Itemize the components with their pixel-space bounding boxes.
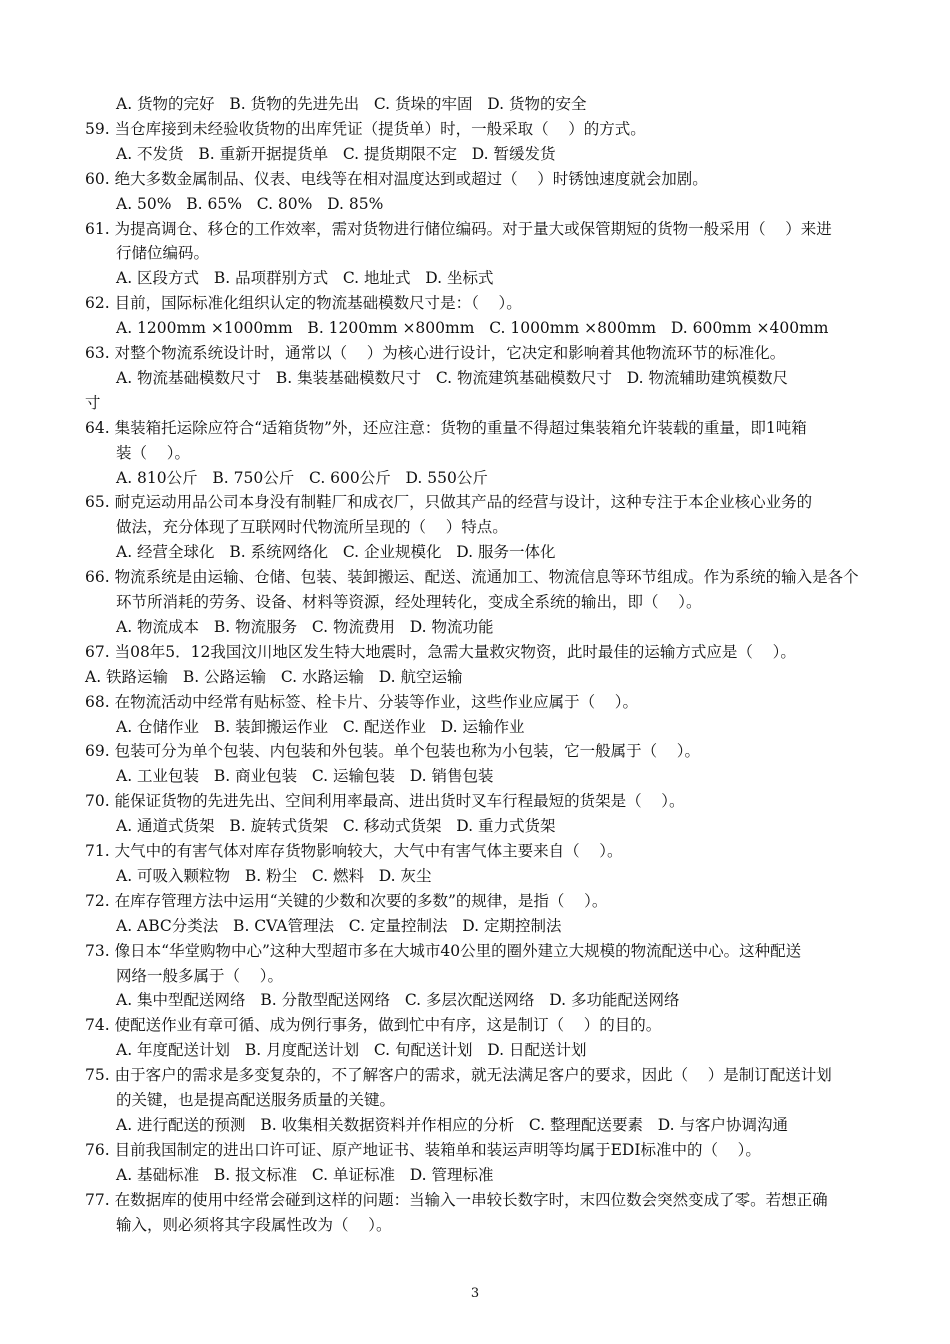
question-line: 69. 包装可分为单个包装、内包装和外包装。单个包装也称为小包装，它一般属于（ ）。 <box>85 742 701 761</box>
question-line: 73. 像日本“华堂购物中心”这种大型超市多在大城市40公里的圈外建立大规模的物流配送中心。这种配送 <box>85 941 802 960</box>
options-line: A. 集中型配送网络 B. 分散型配送网络 C. 多层次配送网络 D. 多功能配送网络 <box>116 991 680 1010</box>
continuation-line: 行储位编码。 <box>116 244 210 263</box>
options-line: A. 年度配送计划 B. 月度配送计划 C. 旬配送计划 D. 日配送计划 <box>116 1041 587 1060</box>
question-line: 65. 耐克运动用品公司本身没有制鞋厂和成衣厂，只做其产品的经营与设计，这种专注于本企业核心业务的 <box>85 493 813 512</box>
options-line: A. 不发货 B. 重新开据提货单 C. 提货期限不定 D. 暂缓发货 <box>116 144 556 163</box>
question-line: 72. 在库存管理方法中运用“关键的少数和次要的多数”的规律，是指（ ）。 <box>85 891 608 910</box>
continuation-line: 做法，充分体现了互联网时代物流所呈现的（ ）特点。 <box>116 518 508 537</box>
question-line: 67. 当08年5．12我国汶川地区发生特大地震时，急需大量救灾物资，此时最佳的运输方式应是（ ）。 <box>85 642 796 661</box>
question-line: 76. 目前我国制定的进出口许可证、原产地证书、装箱单和装运声明等均属于EDI标准中的（ ）。 <box>85 1140 761 1159</box>
options-line: A. 区段方式 B. 品项群别方式 C. 地址式 D. 坐标式 <box>116 269 494 288</box>
options-line: A. ABC分类法 B. CVA管理法 C. 定量控制法 D. 定期控制法 <box>116 916 562 935</box>
question-line: 59. 当仓库接到未经验收货物的出库凭证（提货单）时，一般采取（ ）的方式。 <box>85 119 646 138</box>
wrapped-line: 寸 <box>85 393 101 412</box>
options-line: A. 进行配送的预测 B. 收集相关数据资料并作相应的分析 C. 整理配送要素 D. 与客户协调沟通 <box>116 1115 789 1134</box>
options-line: A. 物流成本 B. 物流服务 C. 物流费用 D. 物流功能 <box>116 617 494 636</box>
wrapped-line: A. 铁路运输 B. 公路运输 C. 水路运输 D. 航空运输 <box>85 667 463 686</box>
continuation-line: 的关键，也是提高配送服务质量的关键。 <box>116 1091 396 1109</box>
options-line: A. 1200mm ×1000mm B. 1200mm ×800mm C. 1000mm ×800mm D. 600mm ×400mm <box>116 319 829 338</box>
options-line: A. 工业包装 B. 商业包装 C. 运输包装 D. 销售包装 <box>116 767 494 786</box>
options-line: A. 50% B. 65% C. 80% D. 85% <box>116 194 384 213</box>
continuation-line: 网络一般多属于（ ）。 <box>116 966 283 985</box>
question-line: 74. 使配送作业有章可循、成为例行事务，做到忙中有序，这是制订（ ）的目的。 <box>85 1016 662 1035</box>
question-line: 60. 绝大多数金属制品、仪表、电线等在相对温度达到或超过（ ）时锈蚀速度就会加剧。 <box>85 169 708 188</box>
question-line: 75. 由于客户的需求是多变复杂的，不了解客户的需求，就无法满足客户的要求，因此（ ）是制订配送计划 <box>85 1066 832 1085</box>
options-line: A. 仓储作业 B. 装卸搬运作业 C. 配送作业 D. 运输作业 <box>116 717 525 736</box>
page-number: 3 <box>470 1286 480 1301</box>
options-line: A. 物流基础模数尺寸 B. 集装基础模数尺寸 C. 物流建筑基础模数尺寸 D. 物流辅助建筑模数尺 <box>116 368 789 387</box>
question-line: 62. 目前，国际标准化组织认定的物流基础模数尺寸是：（ ）。 <box>85 294 522 313</box>
question-line: 70. 能保证货物的先进先出、空间利用率最高、进出货时叉车行程最短的货架是（ ）。 <box>85 792 685 811</box>
options-line: A. 经营全球化 B. 系统网络化 C. 企业规模化 D. 服务一体化 <box>116 543 556 562</box>
continuation-line: 输入，则必须将其字段属性改为（ ）。 <box>116 1215 392 1234</box>
question-line: 71. 大气中的有害气体对库存货物影响较大，大气中有害气体主要来自（ ）。 <box>85 842 623 860</box>
question-line: 63. 对整个物流系统设计时，通常以（ ）为核心进行设计，它决定和影响着其他物流环节的标准化。 <box>85 344 786 362</box>
continuation-line: 装（ ）。 <box>116 443 190 462</box>
options-line: A. 可吸入颗粒物 B. 粉尘 C. 燃料 D. 灰尘 <box>116 866 432 885</box>
options-line: A. 货物的完好 B. 货物的先进先出 C. 货垛的牢固 D. 货物的安全 <box>116 95 587 113</box>
question-line: 61. 为提高调仓、移仓的工作效率，需对货物进行储位编码。对于量大或保管期短的货物一般采用（ ）来进 <box>85 219 832 238</box>
continuation-line: 环节所消耗的劳务、设备、材料等资源，经处理转化，变成全系统的输出，即（ ）。 <box>116 593 702 611</box>
question-line: 64. 集装箱托运除应符合“适箱货物”外，还应注意：货物的重量不得超过集装箱允许装载的重量，即1吨箱 <box>85 418 807 437</box>
options-line: A. 通道式货架 B. 旋转式货架 C. 移动式货架 D. 重力式货架 <box>116 817 556 836</box>
question-line: 77. 在数据库的使用中经常会碰到这样的问题：当输入一串较长数字时，末四位数会突然变成了零。若想正确 <box>85 1190 828 1209</box>
options-line: A. 基础标准 B. 报文标准 C. 单证标准 D. 管理标准 <box>116 1165 494 1184</box>
question-line: 68. 在物流活动中经常有贴标签、栓卡片、分装等作业，这些作业应属于（ ）。 <box>85 692 639 711</box>
question-line: 66. 物流系统是由运输、仓储、包装、装卸搬运、配送、流通加工、物流信息等环节组成。作为系统的输入是各个 <box>85 568 859 587</box>
options-line: A. 810公斤 B. 750公斤 C. 600公斤 D. 550公斤 <box>116 468 488 487</box>
